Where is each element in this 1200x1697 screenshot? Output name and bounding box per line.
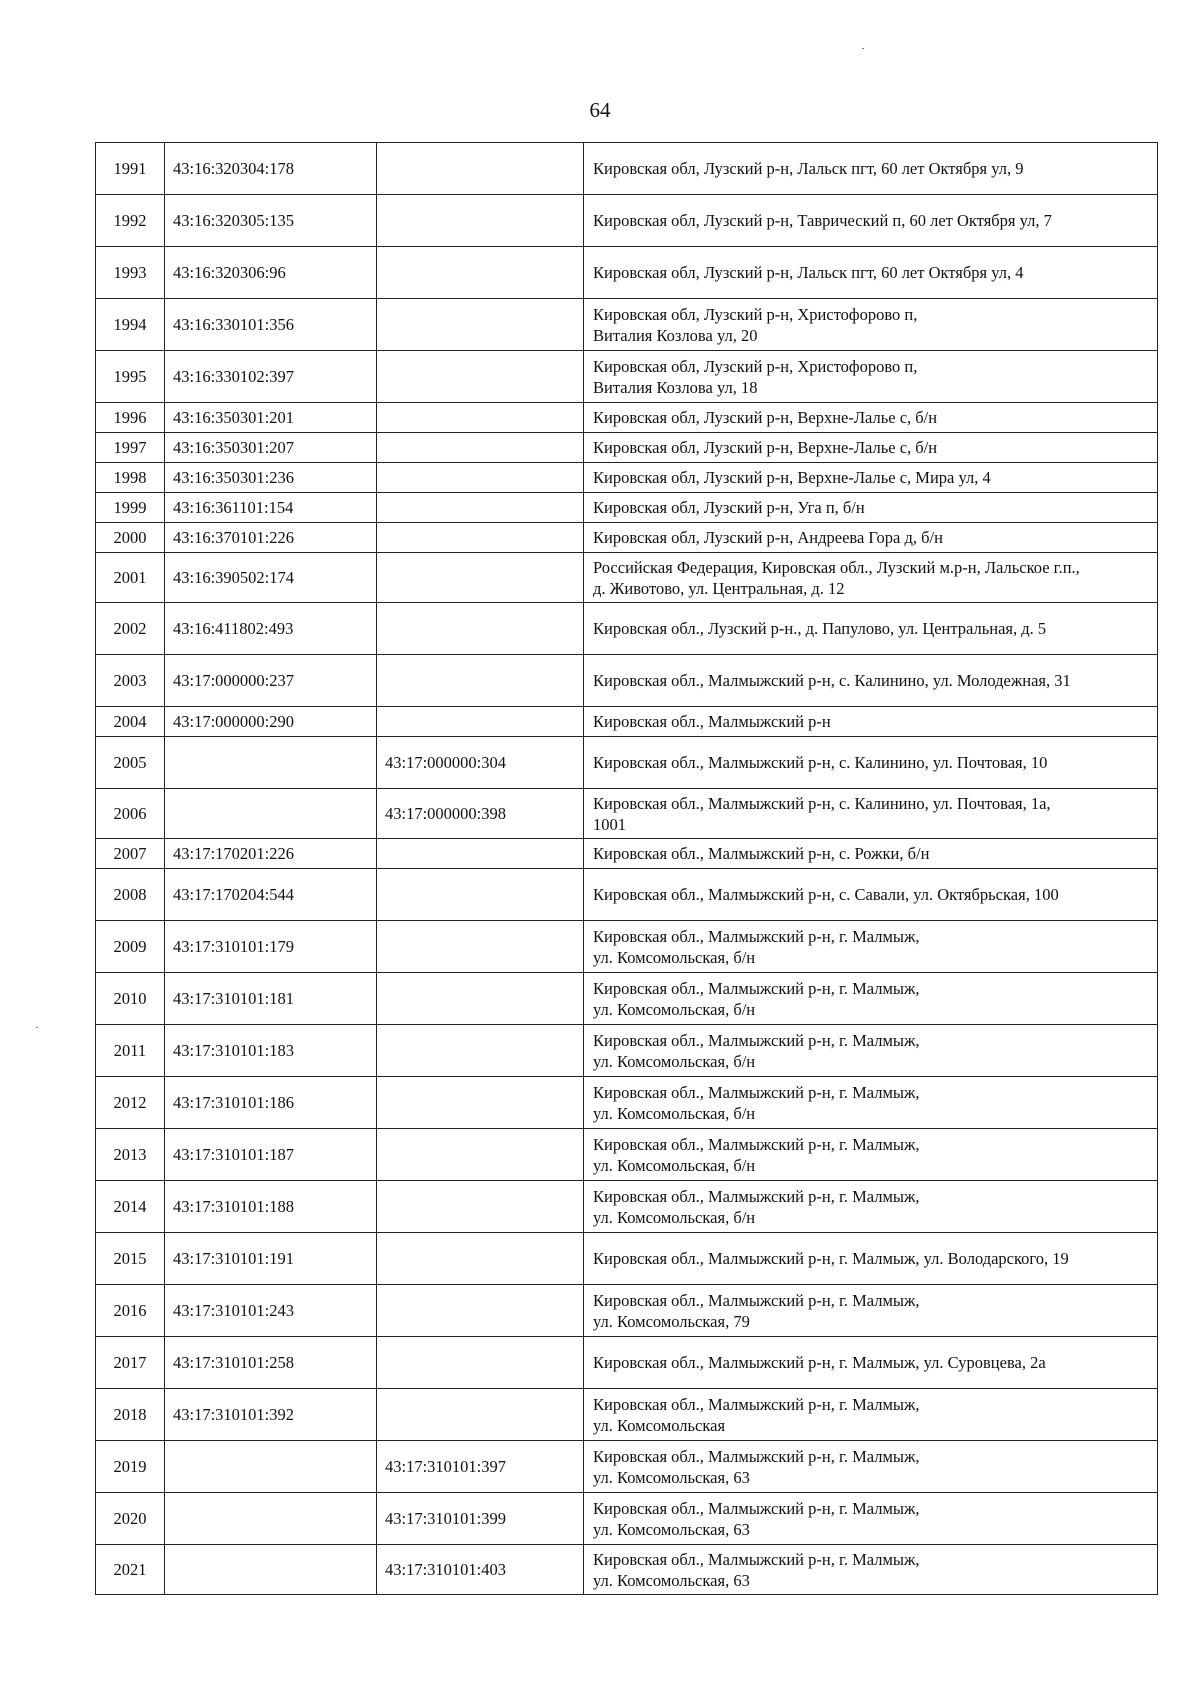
cadastral-number-cell [165,1441,377,1493]
address-cell [584,789,1158,839]
cadastral-number-cell: 43:17:310101:187 [165,1129,377,1181]
address-line: Кировская обл, Лузский р-н, Христофорово п, [593,304,918,324]
related-cadastral-number-cell: 43:17:310101:397 [377,1441,584,1493]
cadastral-number-cell [165,1493,377,1545]
row-number-cell: 2014 [96,1181,165,1233]
cadastral-number-cell: 43:17:310101:179 [165,921,377,973]
related-cadastral-number-cell [377,603,584,655]
address-line: Кировская обл., Малмыжский р-н, г. Малмыж, [593,1446,920,1466]
address-line: Кировская обл, Лузский р-н, Андреева Гора д, б/н [593,528,943,547]
cadastral-number-cell: 43:17:170201:226 [165,839,377,869]
related-cadastral-number-cell [377,1129,584,1181]
address-line: Кировская обл., Лузский р-н., д. Папулово, ул. Центральная, д. 5 [593,619,1047,638]
address-line: Кировская обл, Лузский р-н, Верхне-Лалье с, б/н [593,408,938,427]
cadastral-number-cell: 43:17:000000:290 [165,707,377,737]
cadastral-number-cell: 43:16:320304:178 [165,143,377,195]
address-line: ул. Комсомольская, 63 [593,1467,750,1487]
address-line: Кировская обл, Лузский р-н, Верхне-Лалье с, б/н [593,438,938,457]
table-row [96,1129,1158,1181]
cadastral-number-cell: 43:16:350301:207 [165,433,377,463]
related-cadastral-number-cell [377,1077,584,1129]
table-row [96,1233,1158,1285]
cadastral-number-cell: 43:17:170204:544 [165,869,377,921]
row-number-cell: 2017 [96,1337,165,1389]
table-row [96,921,1158,973]
cadastral-number-cell [165,789,377,839]
address-line: ул. Комсомольская, б/н [593,1103,756,1123]
address-line: Кировская обл., Малмыжский р-н, г. Малмыж, [593,1186,920,1206]
table-row [96,1493,1158,1545]
cadastral-number-cell: 43:17:310101:392 [165,1389,377,1441]
address-cell [584,921,1158,973]
address-cell [584,493,1158,523]
address-cell [584,1441,1158,1493]
table-row [96,463,1158,493]
table-row [96,789,1158,839]
address-line: Кировская обл, Лузский р-н, Таврический п, 60 лет Октября ул, 7 [593,211,1052,230]
cadastral-number-cell: 43:17:310101:181 [165,973,377,1025]
cadastral-number-cell: 43:17:310101:186 [165,1077,377,1129]
row-number-cell: 2013 [96,1129,165,1181]
address-cell [584,351,1158,403]
cadastral-number-cell: 43:16:350301:236 [165,463,377,493]
address-cell [584,403,1158,433]
related-cadastral-number-cell [377,839,584,869]
related-cadastral-number-cell [377,433,584,463]
address-cell [584,1389,1158,1441]
registry-table-body [96,143,1158,1595]
table-row [96,737,1158,789]
related-cadastral-number-cell: 43:17:310101:403 [377,1545,584,1595]
table-row [96,433,1158,463]
row-number-cell: 2004 [96,707,165,737]
related-cadastral-number-cell: 43:17:000000:398 [377,789,584,839]
cadastral-number-cell: 43:17:310101:183 [165,1025,377,1077]
cadastral-number-cell: 43:16:330101:356 [165,299,377,351]
related-cadastral-number-cell [377,523,584,553]
registry-table [95,142,1158,1595]
table-row [96,493,1158,523]
row-number-cell: 2020 [96,1493,165,1545]
cadastral-number-cell: 43:16:361101:154 [165,493,377,523]
address-line: Кировская обл., Малмыжский р-н, г. Малмыж, [593,1290,920,1310]
related-cadastral-number-cell: 43:17:310101:399 [377,1493,584,1545]
address-line: Кировская обл., Малмыжский р-н, г. Малмыж, [593,1498,920,1518]
address-line: Кировская обл., Малмыжский р-н [593,712,831,731]
address-line: Кировская обл., Малмыжский р-н, г. Малмыж, [593,1082,920,1102]
cadastral-number-cell: 43:16:320305:135 [165,195,377,247]
cadastral-number-cell: 43:17:310101:243 [165,1285,377,1337]
address-cell [584,463,1158,493]
address-line: Виталия Козлова ул, 20 [593,325,758,345]
address-cell [584,553,1158,603]
row-number-cell: 1994 [96,299,165,351]
row-number-cell: 2011 [96,1025,165,1077]
cadastral-number-cell: 43:16:350301:201 [165,403,377,433]
address-cell [584,603,1158,655]
table-row [96,973,1158,1025]
address-line: ул. Комсомольская, 63 [593,1519,750,1539]
row-number-cell: 2001 [96,553,165,603]
address-line: Кировская обл, Лузский р-н, Христофорово п, [593,356,918,376]
address-cell [584,1129,1158,1181]
row-number-cell: 2002 [96,603,165,655]
address-cell [584,707,1158,737]
address-cell [584,1545,1158,1595]
row-number-cell: 2009 [96,921,165,973]
row-number-cell: 2010 [96,973,165,1025]
related-cadastral-number-cell [377,403,584,433]
address-cell [584,1337,1158,1389]
cadastral-number-cell: 43:16:370101:226 [165,523,377,553]
row-number-cell: 2005 [96,737,165,789]
cadastral-number-cell: 43:17:000000:237 [165,655,377,707]
address-cell [584,433,1158,463]
related-cadastral-number-cell [377,1337,584,1389]
address-line: Кировская обл., Малмыжский р-н, с. Рожки, б/н [593,844,930,863]
address-line: Кировская обл, Лузский р-н, Лальск пгт, 60 лет Октября ул, 9 [593,159,1024,178]
address-line: Виталия Козлова ул, 18 [593,377,758,397]
related-cadastral-number-cell [377,493,584,523]
address-line: д. Животово, ул. Центральная, д. 12 [593,578,845,598]
page-number: 64 [589,98,611,122]
row-number-cell: 1996 [96,403,165,433]
row-number-cell: 1997 [96,433,165,463]
address-line: Кировская обл, Лузский р-н, Верхне-Лалье с, Мира ул, 4 [593,468,991,487]
related-cadastral-number-cell [377,195,584,247]
address-line: Кировская обл., Малмыжский р-н, г. Малмыж, ул. Суровцева, 2а [593,1353,1046,1372]
table-row [96,553,1158,603]
related-cadastral-number-cell [377,553,584,603]
address-cell [584,1025,1158,1077]
related-cadastral-number-cell [377,1025,584,1077]
row-number-cell: 2000 [96,523,165,553]
address-cell [584,737,1158,789]
cadastral-number-cell: 43:17:310101:258 [165,1337,377,1389]
table-row [96,603,1158,655]
table-row [96,839,1158,869]
row-number-cell: 2006 [96,789,165,839]
row-number-cell: 1999 [96,493,165,523]
row-number-cell: 1991 [96,143,165,195]
address-line: ул. Комсомольская, 79 [593,1311,750,1331]
cadastral-number-cell: 43:16:320306:96 [165,247,377,299]
row-number-cell: 2021 [96,1545,165,1595]
table-row [96,1285,1158,1337]
address-line: ул. Комсомольская, б/н [593,999,756,1019]
related-cadastral-number-cell [377,143,584,195]
address-line: Кировская обл, Лузский р-н, Уга п, б/н [593,498,865,517]
related-cadastral-number-cell [377,1389,584,1441]
address-cell [584,1233,1158,1285]
related-cadastral-number-cell [377,1233,584,1285]
cadastral-number-cell: 43:16:330102:397 [165,351,377,403]
row-number-cell: 2016 [96,1285,165,1337]
address-line: ул. Комсомольская, 63 [593,1570,750,1590]
related-cadastral-number-cell [377,707,584,737]
table-row [96,1545,1158,1595]
row-number-cell: 2003 [96,655,165,707]
address-line: Кировская обл., Малмыжский р-н, с. Савали, ул. Октябрьская, 100 [593,885,1059,904]
address-cell [584,143,1158,195]
address-cell [584,1493,1158,1545]
related-cadastral-number-cell [377,351,584,403]
address-cell [584,523,1158,553]
table-row [96,1441,1158,1493]
address-cell [584,195,1158,247]
address-line: Кировская обл., Малмыжский р-н, г. Малмыж, [593,1549,920,1569]
related-cadastral-number-cell [377,247,584,299]
address-cell [584,1181,1158,1233]
scan-speck [36,1027,38,1028]
related-cadastral-number-cell: 43:17:000000:304 [377,737,584,789]
table-row [96,195,1158,247]
address-line: Кировская обл, Лузский р-н, Лальск пгт, 60 лет Октября ул, 4 [593,263,1024,282]
address-cell [584,973,1158,1025]
address-line: Кировская обл., Малмыжский р-н, с. Калинино, ул. Молодежная, 31 [593,671,1071,690]
address-cell [584,299,1158,351]
table-row [96,869,1158,921]
related-cadastral-number-cell [377,973,584,1025]
table-row [96,403,1158,433]
related-cadastral-number-cell [377,1181,584,1233]
row-number-cell: 2019 [96,1441,165,1493]
address-cell [584,247,1158,299]
related-cadastral-number-cell [377,921,584,973]
row-number-cell: 2018 [96,1389,165,1441]
cadastral-number-cell: 43:16:390502:174 [165,553,377,603]
address-line: Кировская обл., Малмыжский р-н, г. Малмыж, [593,978,920,998]
table-row [96,247,1158,299]
row-number-cell: 2012 [96,1077,165,1129]
related-cadastral-number-cell [377,869,584,921]
row-number-cell: 2008 [96,869,165,921]
cadastral-number-cell [165,1545,377,1595]
row-number-cell: 1992 [96,195,165,247]
address-line: Кировская обл., Малмыжский р-н, г. Малмыж, ул. Володарского, 19 [593,1249,1069,1268]
address-line: Кировская обл., Малмыжский р-н, г. Малмыж, [593,1134,920,1154]
table-row [96,1025,1158,1077]
address-line: Кировская обл., Малмыжский р-н, г. Малмыж, [593,1030,920,1050]
address-cell [584,1285,1158,1337]
table-row [96,1389,1158,1441]
table-row [96,707,1158,737]
address-line: 1001 [593,814,626,834]
address-cell [584,655,1158,707]
row-number-cell: 1995 [96,351,165,403]
related-cadastral-number-cell [377,463,584,493]
related-cadastral-number-cell [377,1285,584,1337]
table-row [96,1181,1158,1233]
cadastral-number-cell [165,737,377,789]
related-cadastral-number-cell [377,655,584,707]
address-line: ул. Комсомольская [593,1415,726,1435]
row-number-cell: 2007 [96,839,165,869]
table-row [96,523,1158,553]
address-line: Кировская обл., Малмыжский р-н, г. Малмыж, [593,926,920,946]
table-row [96,655,1158,707]
address-line: ул. Комсомольская, б/н [593,1051,756,1071]
address-line: ул. Комсомольская, б/н [593,1207,756,1227]
address-line: Кировская обл., Малмыжский р-н, с. Калинино, ул. Почтовая, 10 [593,753,1048,772]
address-cell [584,839,1158,869]
table-row [96,143,1158,195]
address-line: Российская Федерация, Кировская обл., Лузский м.р-н, Лальское г.п., [593,557,1080,577]
cadastral-number-cell: 43:17:310101:191 [165,1233,377,1285]
row-number-cell: 1998 [96,463,165,493]
row-number-cell: 2015 [96,1233,165,1285]
cadastral-number-cell: 43:16:411802:493 [165,603,377,655]
address-line: Кировская обл., Малмыжский р-н, г. Малмыж, [593,1394,920,1414]
address-cell [584,869,1158,921]
related-cadastral-number-cell [377,299,584,351]
table-row [96,1337,1158,1389]
row-number-cell: 1993 [96,247,165,299]
table-row [96,1077,1158,1129]
address-line: ул. Комсомольская, б/н [593,947,756,967]
address-line: Кировская обл., Малмыжский р-н, с. Калинино, ул. Почтовая, 1а, [593,793,1051,813]
table-row [96,299,1158,351]
scan-speck [862,48,864,49]
address-line: ул. Комсомольская, б/н [593,1155,756,1175]
table-row [96,351,1158,403]
cadastral-number-cell: 43:17:310101:188 [165,1181,377,1233]
address-cell [584,1077,1158,1129]
